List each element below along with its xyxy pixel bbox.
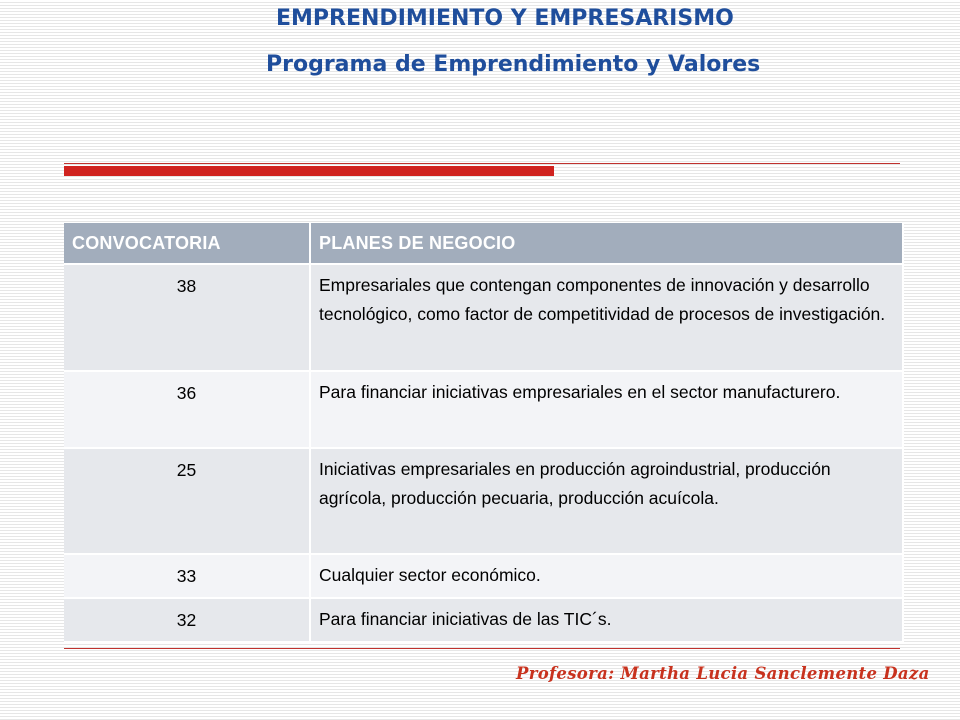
slide-subtitle: Programa de Emprendimiento y Valores [266, 52, 761, 77]
table-row [64, 554, 903, 598]
slide-title: EMPRENDIMIENTO Y EMPRESARISMO [276, 6, 734, 31]
plan-cell: Cualquier sector económico. [310, 554, 903, 598]
table-row [64, 371, 903, 448]
divider-bottom [64, 648, 900, 649]
column-header-planes: PLANES DE NEGOCIO [310, 223, 903, 264]
convocatoria-cell: 33 [64, 554, 310, 598]
table-row [64, 264, 903, 371]
plan-cell: Para financiar iniciativas empresariales en el sector manufacturero. [310, 371, 903, 448]
accent-bar [64, 166, 554, 176]
convocatoria-cell: 38 [64, 264, 310, 371]
plan-cell: Para financiar iniciativas de las TIC´s. [310, 598, 903, 642]
convocatoria-cell: 25 [64, 448, 310, 554]
divider-top [64, 163, 900, 164]
convocatoria-cell: 32 [64, 598, 310, 642]
table-row [64, 598, 903, 642]
author-credit: Profesora: Martha Lucia Sanclemente Daza [516, 664, 930, 683]
table-row [64, 448, 903, 554]
plan-cell: Iniciativas empresariales en producción agroindustrial, producción agrícola, producción pecuaria, producción acuícola. [310, 448, 903, 554]
table-header-row [64, 223, 903, 264]
column-header-convocatoria: CONVOCATORIA [64, 223, 310, 264]
convocatorias-table [64, 223, 904, 643]
plan-cell: Empresariales que contengan componentes de innovación y desarrollo tecnológico, como factor de competitividad de procesos de investigación. [310, 264, 903, 371]
convocatoria-cell: 36 [64, 371, 310, 448]
